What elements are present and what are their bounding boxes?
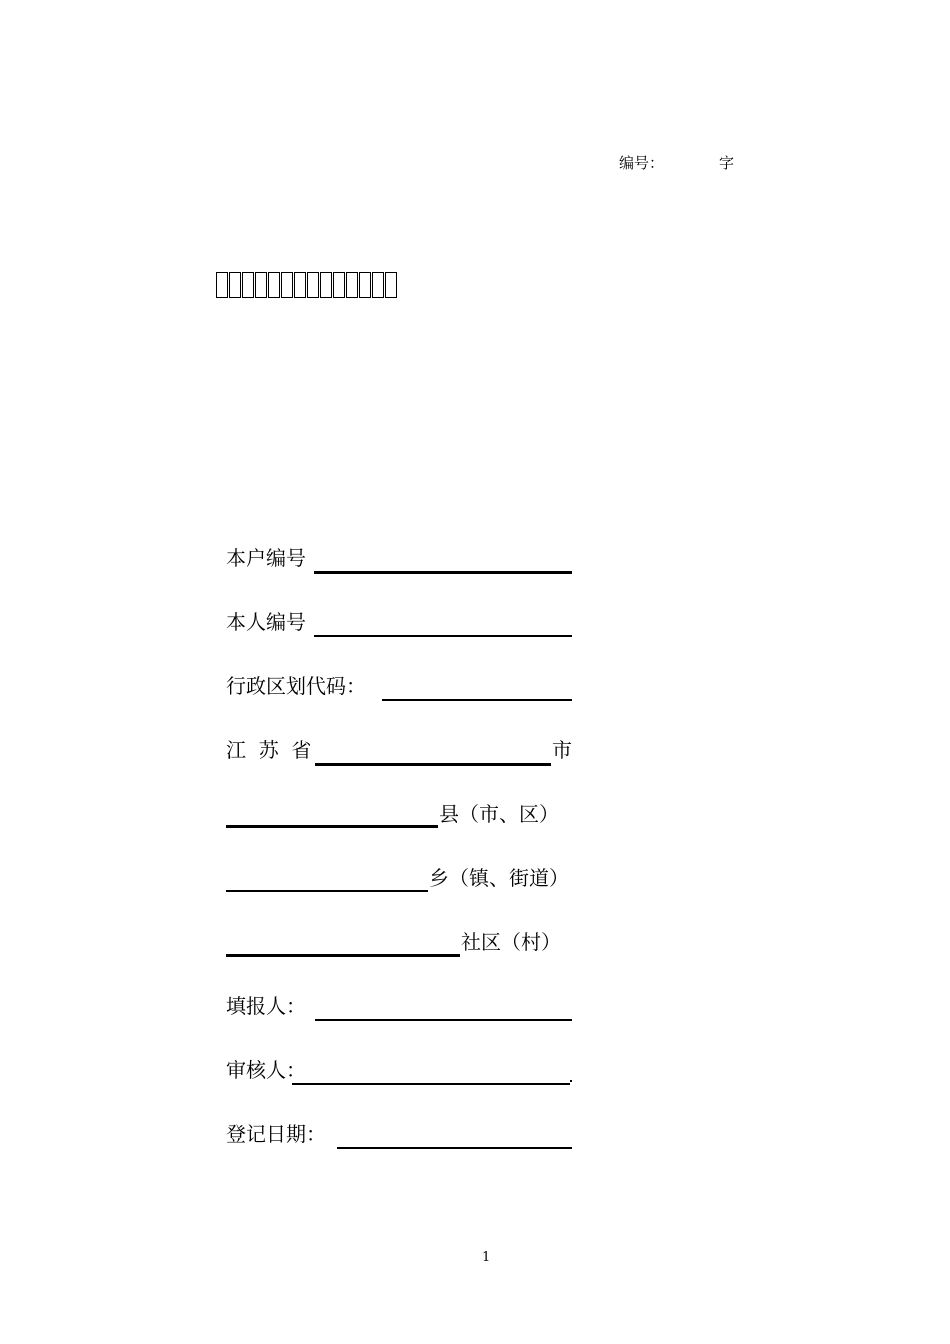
reviewer-label: 审核人：	[226, 1058, 306, 1082]
province-city-field	[226, 735, 586, 769]
person-number-blank[interactable]	[314, 635, 572, 637]
reviewer-line-dot	[570, 1080, 572, 1082]
page-number: 1	[482, 1250, 491, 1265]
community-suffix-label: 社区（村）	[461, 930, 561, 954]
township-suffix-label: 乡（镇、街道）	[429, 866, 569, 890]
county-blank[interactable]	[226, 825, 438, 828]
household-number-label: 本户编号	[226, 546, 306, 570]
document-number-suffix: 字	[719, 154, 735, 172]
province-label: 江 苏 省	[226, 738, 312, 762]
missing-glyph-box	[268, 272, 280, 298]
community-blank[interactable]	[226, 954, 460, 957]
county-field	[226, 799, 586, 833]
admin-code-label: 行政区划代码：	[226, 674, 366, 698]
registration-date-blank[interactable]	[337, 1147, 572, 1149]
missing-glyph-box	[307, 272, 319, 298]
city-suffix-label: 市	[552, 738, 572, 762]
township-blank[interactable]	[226, 890, 428, 892]
missing-glyph-box	[333, 272, 345, 298]
person-number-label: 本人编号	[226, 610, 306, 634]
admin-code-field	[226, 671, 586, 705]
missing-glyph-box	[281, 272, 293, 298]
missing-glyph-box	[216, 272, 228, 298]
missing-glyph-box	[242, 272, 254, 298]
reviewer-field	[226, 1055, 586, 1089]
community-field	[226, 927, 586, 961]
missing-glyph-box	[372, 272, 384, 298]
missing-glyph-box	[294, 272, 306, 298]
missing-glyph-box	[385, 272, 397, 298]
registration-date-field	[226, 1119, 586, 1153]
missing-glyph-box	[229, 272, 241, 298]
document-number-label: 编号：	[619, 154, 665, 172]
admin-code-blank[interactable]	[382, 699, 572, 701]
registration-date-label: 登记日期：	[226, 1122, 326, 1146]
filler-label: 填报人：	[226, 994, 306, 1018]
document-title-missing-glyphs	[216, 272, 397, 304]
filler-field	[226, 991, 586, 1025]
township-field	[226, 863, 586, 897]
county-suffix-label: 县（市、区）	[439, 802, 559, 826]
city-blank[interactable]	[315, 763, 551, 766]
reviewer-blank[interactable]	[292, 1083, 570, 1085]
missing-glyph-box	[255, 272, 267, 298]
missing-glyph-box	[346, 272, 358, 298]
document-number	[619, 152, 759, 172]
missing-glyph-box	[320, 272, 332, 298]
filler-blank[interactable]	[315, 1019, 572, 1021]
person-number-field	[226, 607, 586, 641]
household-number-field	[226, 543, 586, 577]
household-number-blank[interactable]	[314, 571, 572, 574]
missing-glyph-box	[359, 272, 371, 298]
